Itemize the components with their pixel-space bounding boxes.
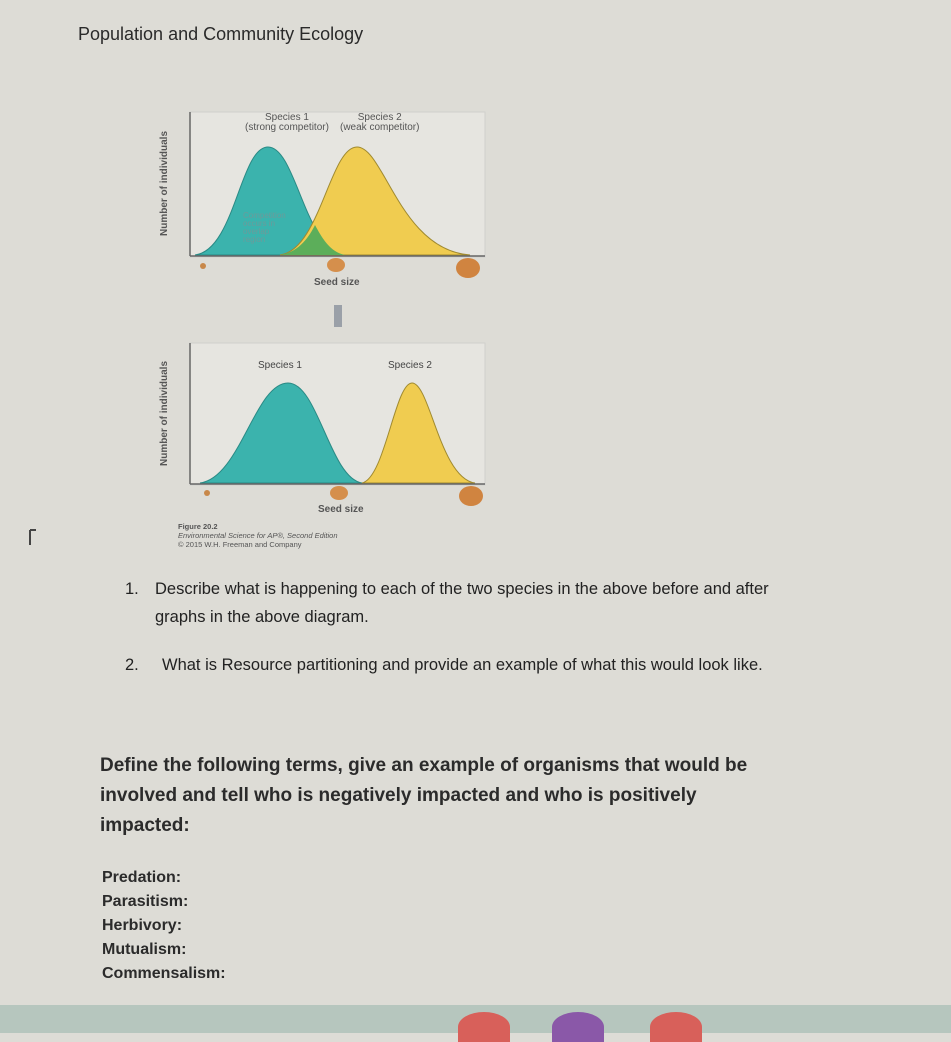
- define-instructions-line3: impacted:: [100, 815, 190, 836]
- before-xlabel: Seed size: [314, 277, 360, 288]
- red-dock-icon-2: [650, 1012, 702, 1042]
- purple-dock-icon: [552, 1012, 604, 1042]
- species2-label: Species 2: [357, 112, 402, 123]
- question-2-number: 2.: [125, 656, 139, 674]
- figure-number: Figure 20.2: [178, 522, 218, 531]
- term-parasitism: Parasitism:: [102, 893, 189, 910]
- question-1-number: 1.: [125, 580, 139, 598]
- term-mutualism: Mutualism:: [102, 941, 187, 958]
- small-seed-icon: [200, 263, 206, 269]
- term-predation: Predation:: [102, 869, 182, 886]
- define-instructions-line2: involved and tell who is negatively impacted and who is positively: [100, 785, 697, 806]
- after-ylabel: Number of individuals: [159, 360, 171, 467]
- species2-note: (weak competitor): [340, 122, 420, 133]
- medium-seed-icon: [327, 258, 345, 272]
- after-xlabel: Seed size: [318, 504, 364, 515]
- species1-note: (strong competitor): [245, 122, 329, 133]
- question-1-line1: Describe what is happening to each of the two species in the above before and after: [155, 580, 769, 598]
- large-seed-icon: [459, 486, 483, 506]
- figure-copyright: © 2015 W.H. Freeman and Company: [178, 540, 302, 549]
- species1-label-after: Species 1: [258, 360, 302, 371]
- large-seed-icon: [456, 258, 480, 278]
- species2-label-after: Species 2: [388, 360, 432, 371]
- small-seed-icon: [204, 490, 210, 496]
- figure-source: Environmental Science for AP®, Second Edition: [178, 531, 338, 540]
- term-commensalism: Commensalism:: [102, 965, 226, 982]
- overlap-label: Competition occurs in overlap region: [243, 211, 286, 244]
- define-instructions-line1: Define the following terms, give an example of organisms that would be: [100, 755, 748, 776]
- before-ylabel: Number of individuals: [159, 130, 171, 237]
- species1-label: Species 1: [265, 112, 309, 123]
- term-herbivory: Herbivory:: [102, 917, 183, 934]
- medium-seed-icon: [330, 486, 348, 500]
- question-1-line2: graphs in the above diagram.: [155, 608, 369, 626]
- down-arrow-icon: [334, 305, 342, 327]
- red-dock-icon: [458, 1012, 510, 1042]
- question-2-text: What is Resource partitioning and provide an example of what this would look like.: [162, 656, 763, 674]
- page-title: Population and Community Ecology: [78, 24, 364, 44]
